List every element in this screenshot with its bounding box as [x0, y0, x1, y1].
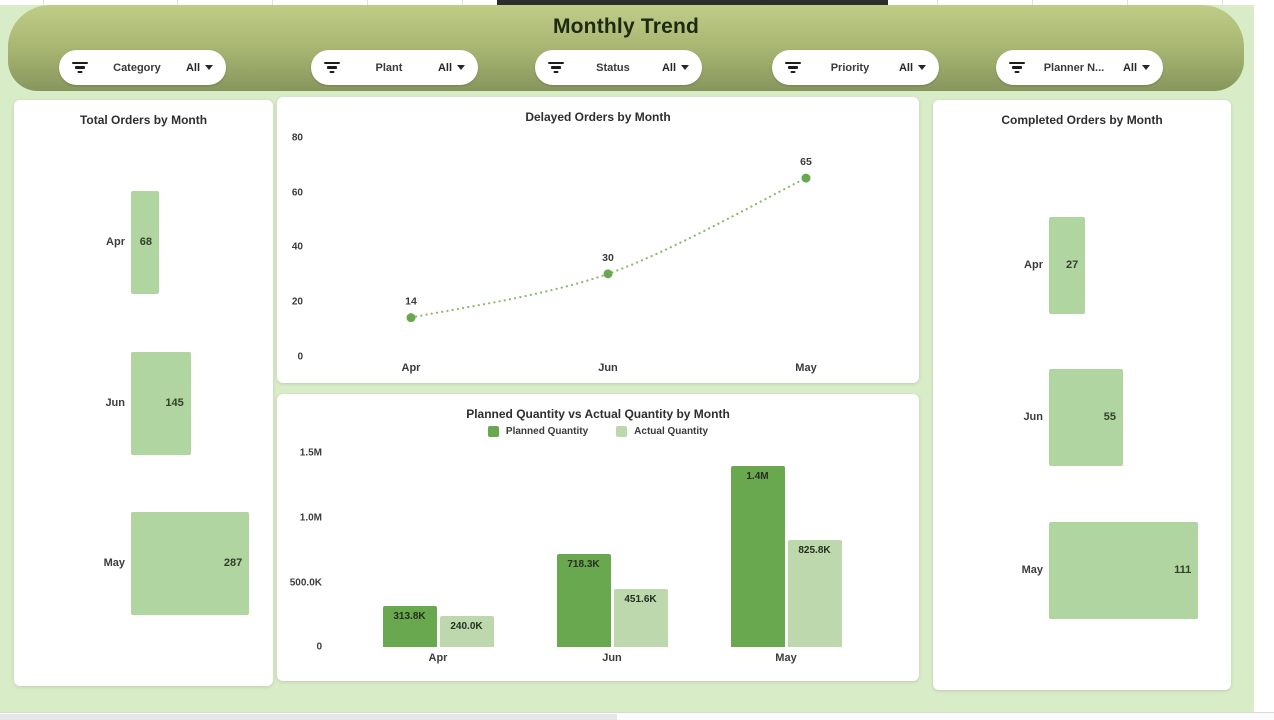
value-label: 55 — [1103, 411, 1116, 423]
completed-orders-card — [933, 100, 1231, 690]
bar-value-label: 451.6K — [624, 593, 657, 605]
y-axis-tick: 1.5M — [299, 447, 322, 459]
value-label: 68 — [139, 236, 152, 248]
chart-title: Planned Quantity vs Actual Quantity by Month — [466, 407, 730, 421]
filter-label: Plant — [375, 61, 403, 74]
actual-bar-may[interactable] — [788, 540, 842, 647]
page-title: Monthly Trend — [552, 15, 700, 38]
legend-item-actual — [616, 426, 708, 437]
category-label: Apr — [106, 236, 125, 248]
value-box-jun[interactable] — [1049, 369, 1123, 466]
legend-label: Planned Quantity — [505, 426, 589, 437]
chart-legend — [277, 426, 919, 437]
point-value-label: 30 — [602, 251, 614, 264]
right-margin — [1254, 5, 1274, 720]
value-box-apr[interactable] — [1049, 217, 1085, 314]
legend-item-planned — [488, 426, 588, 437]
filter-icon — [785, 62, 801, 74]
bar-value-label: 718.3K — [567, 559, 600, 571]
data-point-apr[interactable] — [407, 313, 416, 322]
filter-value-dropdown[interactable]: All — [899, 62, 926, 74]
bar-value-label: 825.8K — [798, 545, 831, 557]
bar-value-label: 1.4M — [746, 470, 769, 482]
value-box-jun[interactable] — [131, 352, 191, 455]
value-label: 145 — [165, 397, 184, 409]
filter-label: Planner N... — [1043, 61, 1105, 74]
category-label: May — [1021, 564, 1043, 576]
x-axis-label: May — [775, 652, 797, 664]
value-box-apr[interactable] — [131, 191, 159, 294]
value-label: 111 — [1174, 564, 1192, 576]
y-axis-tick: 60 — [291, 187, 303, 199]
y-axis-tick: 1.0M — [299, 512, 322, 524]
x-axis-label: Jun — [598, 362, 618, 374]
data-point-jun[interactable] — [604, 269, 613, 278]
chevron-down-icon — [681, 65, 689, 70]
delayed-orders-card — [277, 97, 919, 383]
filter-icon — [72, 62, 88, 74]
x-axis-label: Apr — [401, 362, 421, 374]
bar-value-label: 313.8K — [393, 611, 426, 623]
x-axis-label: Jun — [602, 652, 622, 664]
y-axis-tick: 500.0K — [289, 577, 322, 589]
planned-swatch — [488, 426, 499, 437]
dashboard-header — [8, 5, 1244, 91]
chart-title: Delayed Orders by Month — [525, 110, 671, 124]
filter-value-dropdown[interactable]: All — [662, 62, 689, 74]
y-axis-tick: 80 — [291, 132, 303, 144]
filter-icon — [1009, 62, 1025, 74]
actual-bar-apr[interactable] — [440, 616, 494, 647]
filter-pill-category[interactable] — [59, 50, 226, 85]
bar-value-label: 240.0K — [450, 621, 483, 632]
filter-icon — [324, 62, 340, 74]
value-label: 27 — [1066, 259, 1079, 271]
planned-bar-jun[interactable] — [557, 554, 611, 647]
chevron-down-icon — [205, 65, 213, 70]
category-label: Jun — [105, 397, 125, 409]
chevron-down-icon — [1142, 65, 1150, 70]
planned-bar-may[interactable] — [731, 466, 785, 647]
filter-label: Category — [113, 61, 161, 74]
filter-label: Priority — [830, 61, 870, 74]
filter-value-dropdown[interactable]: All — [438, 62, 465, 74]
point-value-label: 14 — [405, 295, 417, 308]
legend-label: Actual Quantity — [634, 426, 709, 437]
trend-line — [411, 178, 806, 318]
value-label: 287 — [223, 557, 243, 569]
value-box-may[interactable] — [131, 512, 249, 615]
filter-pill-priority[interactable] — [772, 50, 939, 85]
category-label: May — [103, 557, 125, 569]
y-axis-tick: 0 — [316, 641, 322, 653]
x-axis-label: May — [795, 362, 817, 374]
actual-swatch — [616, 426, 627, 437]
category-label: Apr — [1024, 259, 1043, 271]
filter-label: Status — [596, 61, 630, 74]
chart-title: Completed Orders by Month — [1001, 113, 1163, 127]
chevron-down-icon — [918, 65, 926, 70]
horizontal-scrollbar-track — [0, 712, 1274, 720]
filter-pill-status[interactable] — [535, 50, 702, 85]
filter-icon — [548, 62, 564, 74]
planned-bar-apr[interactable] — [383, 606, 437, 647]
chevron-down-icon — [457, 65, 465, 70]
filter-pill-planner-n[interactable] — [996, 50, 1163, 85]
category-label: Jun — [1023, 411, 1043, 423]
planned-vs-actual-card — [277, 394, 919, 681]
filter-value-dropdown[interactable]: All — [186, 62, 213, 74]
y-axis-tick: 0 — [297, 351, 303, 363]
value-box-may[interactable] — [1049, 522, 1198, 619]
line-chart-svg — [277, 97, 919, 383]
y-axis-tick: 20 — [291, 296, 303, 308]
filter-value-dropdown[interactable]: All — [1123, 62, 1150, 74]
point-value-label: 65 — [800, 156, 812, 169]
chart-title: Total Orders by Month — [79, 113, 208, 127]
data-point-may[interactable] — [802, 174, 811, 183]
horizontal-scrollbar-thumb[interactable] — [0, 714, 617, 720]
actual-bar-jun[interactable] — [614, 589, 668, 647]
total-orders-card — [14, 100, 273, 686]
filter-pill-plant[interactable] — [311, 50, 478, 85]
y-axis-tick: 40 — [291, 241, 303, 253]
x-axis-label: Apr — [428, 652, 448, 664]
